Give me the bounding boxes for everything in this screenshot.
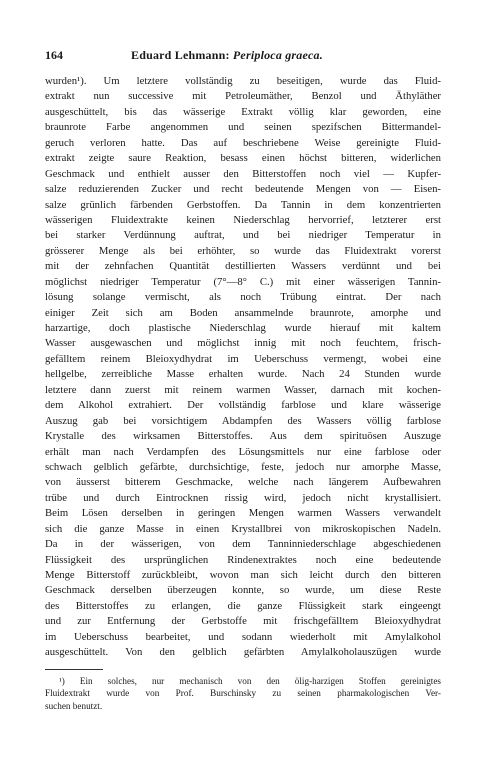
running-title-work: Periploca graeca. xyxy=(232,48,323,62)
text-line: letztere dann zuerst mit reinem warmen Wasser, darnach mit kochen- xyxy=(45,383,441,396)
text-line: salze reduzierenden Zucker und recht bedeutende Mengen von — Eisen- xyxy=(45,183,441,196)
text-line: Flüssigkeit des ursprünglichen Rindenextraktes noch eine bedeutende xyxy=(45,553,441,566)
footnote-divider xyxy=(45,669,103,670)
text-line: wurden¹). Um letztere vollständig zu beseitigen, wurde das Fluid- xyxy=(45,75,441,87)
text-line: Auszug gab bei vorsichtigem Abdampfen des Wassers völlig farblose xyxy=(45,414,441,427)
text-line: geruch verloren hatte. Das auf beschriebene Weise gereinigte Fluid- xyxy=(45,136,441,149)
text-line: wässerigen Fluidextrakte keinen Niederschlag hervorrief, letzterer erst xyxy=(45,213,441,226)
book-page xyxy=(45,48,441,712)
text-line: im Ueberschuss bearbeitet, und sodann wiederholt mit Amylalkohol xyxy=(45,630,441,643)
footnote-line: Fluidextrakt wurde von Prof. Burschinsky zu seinen pharmakologischen Ver- xyxy=(45,688,441,699)
text-line: möglichst niedriger Temperatur (7°—8° C.) mit einer wässerigen Tannin- xyxy=(45,275,441,288)
text-line: sich die ganze Masse in einen Krystallbrei von mikroskopischen Nadeln. xyxy=(45,522,441,535)
text-line: Geschmack und enthielt ausser den Bitterstoffen noch viel — Kupfer- xyxy=(45,167,441,180)
text-line: grösserer Menge als bei erhöhter, so wurde das Fluidextrakt vorerst xyxy=(45,244,441,257)
text-line: harzartige, doch plastische Niederschlag wurde hierauf mit kaltem xyxy=(45,322,441,334)
text-line: gefälltem reinem Bleioxydhydrat im Ueberschuss vermengt, wobei eine xyxy=(45,352,441,365)
text-line: trübe und durch Eintrocknen rissig wird, jedoch nicht krystallisiert. xyxy=(45,491,441,504)
footnote xyxy=(45,675,441,713)
text-line: lösung solange vermischt, als noch Trübung eintrat. Der nach xyxy=(45,291,441,304)
text-line: einiger Zeit sich am Boden ansammelnde braunrote, amorphe und xyxy=(45,306,441,319)
text-line: Krystalle des wirksamen Bitterstoffes. Aus dem spirituösen Auszuge xyxy=(45,430,441,443)
text-line: hellgelbe, zerreibliche Masse erhalten wurde. Nach 24 Stunden wurde xyxy=(45,368,441,381)
page-header xyxy=(45,48,441,68)
text-line: von äusserst bitterem Geschmacke, welche nach längerem Aufbewahren xyxy=(45,476,441,489)
text-line: bei starker Verdünnung auftrat, und bei niedriger Temperatur in xyxy=(45,229,441,242)
text-line: Da in der wässerigen, von dem Tanninniederschlage abgeschiedenen xyxy=(45,538,441,551)
text-line: Beim Lösen derselben in geringen Mengen warmen Wassers verwandelt xyxy=(45,507,441,520)
text-line: extrakt nun successive mit Petroleumäther, Benzol und Äthyläther xyxy=(45,90,441,103)
text-line: Geschmack derselben überzeugen konnte, so wurde, um diese Reste xyxy=(45,584,441,597)
footnote-line: ¹) Ein solches, nur mechanisch von den ölig-harzigen Stoffen gereinigtes xyxy=(59,675,441,686)
text-line: schwach gelblich gefärbte, durchsichtige, feste, jedoch nur amorphe Masse, xyxy=(45,460,441,473)
running-title xyxy=(131,48,323,63)
text-line: ausgeschüttelt, bis das wässerige Extrakt völlig klar geworden, eine xyxy=(45,105,441,118)
text-line: Menge Bitterstoff zurückbleibt, wovon man sich leicht durch den bitteren xyxy=(45,569,441,581)
text-line: mit der zehnfachen Quantität destillierten Wassers verdünnt und bei xyxy=(45,260,441,273)
text-line: extrakt zeigte saure Reaktion, besass einen höchst bitteren, widerlichen xyxy=(45,152,441,165)
text-line: ausgeschüttelt. Von den gelblich gefärbten Amylalkoholauszügen wurde xyxy=(45,646,441,659)
text-line: des Bitterstoffes zu erlangen, die ganze Flüssigkeit stark eingeengt xyxy=(45,599,441,612)
running-title-author: Eduard Lehmann: xyxy=(131,48,230,62)
page-number: 164 xyxy=(45,48,63,62)
text-line: salze grünlich färbenden Gerbstoffen. Da Tannin in dem konzentrierten xyxy=(45,198,441,211)
body-text xyxy=(45,74,441,661)
footnote-line: suchen benutzt. xyxy=(45,700,103,711)
text-line: Wasser ausgewaschen und möglichst innig mit noch feuchtem, frisch- xyxy=(45,337,441,350)
text-line: dem Alkohol extrahiert. Der vollständig farblose und klare wässerige xyxy=(45,399,441,412)
text-line: und zur Entfernung der Gerbstoffe mit frischgefälltem Bleioxydhydrat xyxy=(45,615,441,628)
text-line: braunrote Farbe angenommen und seinen spezifschen Bittermandel- xyxy=(45,121,441,134)
text-line: erhält man nach Verdampfen des Lösungsmittels nur eine farblose oder xyxy=(45,445,441,458)
